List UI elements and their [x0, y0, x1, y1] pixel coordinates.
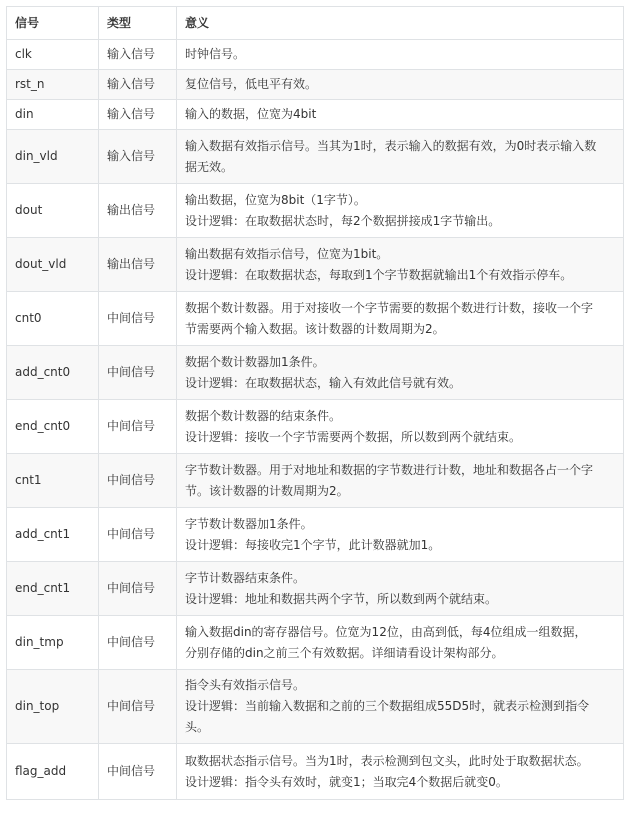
cell-signal: end_cnt0: [7, 400, 99, 454]
cell-type: 中间信号: [99, 670, 177, 744]
cell-type: 输入信号: [99, 70, 177, 100]
meaning-line: 输入的数据，位宽为4bit: [185, 107, 317, 121]
table-row: [7, 70, 624, 100]
meaning-line: 分别存储的din之前三个有效数据。详细请看设计架构部分。: [185, 645, 504, 660]
cell-signal: end_cnt1: [7, 562, 99, 616]
table-row: [7, 670, 624, 744]
meaning-line: 字节数计数器。用于对地址和数据的字节数进行计数，地址和数据各占一个字: [185, 462, 594, 477]
cell-signal: din: [7, 100, 99, 130]
meaning-line: 节需要两个输入数据。该计数器的计数周期为2。: [185, 321, 445, 336]
table-row: [7, 400, 624, 454]
cell-meaning: [177, 400, 624, 454]
meaning-line: 设计逻辑：在取数据状态，每取到1个字节数据就输出1个有效指示停车。: [185, 267, 573, 282]
cell-signal: cnt0: [7, 292, 99, 346]
table-row: [7, 100, 624, 130]
meaning-line: 设计逻辑：当前输入数据和之前的三个数据组成55D5时，就表示检测到指令: [185, 699, 590, 713]
cell-meaning: [177, 238, 624, 292]
cell-meaning: [177, 508, 624, 562]
cell-signal: cnt1: [7, 454, 99, 508]
cell-meaning: [177, 292, 624, 346]
cell-signal: din_top: [7, 670, 99, 744]
cell-meaning: [177, 130, 624, 184]
header-meaning: 意义: [177, 7, 624, 40]
cell-meaning: [177, 40, 624, 70]
table-row: [7, 346, 624, 400]
cell-signal: din_tmp: [7, 616, 99, 670]
cell-type: 中间信号: [99, 562, 177, 616]
cell-type: 中间信号: [99, 508, 177, 562]
meaning-line: 头。: [185, 720, 210, 734]
cell-signal: dout_vld: [7, 238, 99, 292]
meaning-line: 时钟信号。: [185, 47, 246, 61]
cell-type: 输入信号: [99, 40, 177, 70]
table-row: [7, 238, 624, 292]
cell-meaning: [177, 70, 624, 100]
cell-signal: add_cnt1: [7, 508, 99, 562]
meaning-line: 复位信号，低电平有效。: [185, 77, 318, 91]
cell-type: 输入信号: [99, 130, 177, 184]
meaning-line: 取数据状态指示信号。当为1时，表示检测到包文头，此时处于取数据状态。: [185, 753, 589, 768]
meaning-line: 设计逻辑：地址和数据共两个字节，所以数到两个就结束。: [185, 591, 498, 606]
cell-type: 中间信号: [99, 744, 177, 800]
table-body: [7, 40, 624, 800]
table-header-row: [7, 7, 624, 40]
table-row: [7, 616, 624, 670]
table-row: [7, 562, 624, 616]
meaning-line: 设计逻辑：在取数据状态时，每2个数据拼接成1字节输出。: [185, 213, 501, 228]
cell-type: 中间信号: [99, 400, 177, 454]
meaning-line: 节。该计数器的计数周期为2。: [185, 483, 349, 498]
table-row: [7, 744, 624, 800]
cell-meaning: [177, 670, 624, 744]
table-row: [7, 184, 624, 238]
meaning-line: 数据个数计数器的结束条件。: [185, 408, 342, 423]
table-row: [7, 454, 624, 508]
cell-signal: clk: [7, 40, 99, 70]
meaning-line: 输入数据有效指示信号。当其为1时，表示输入的数据有效，为0时表示输入数: [185, 138, 597, 153]
cell-meaning: [177, 616, 624, 670]
cell-type: 输出信号: [99, 238, 177, 292]
cell-meaning: [177, 346, 624, 400]
meaning-line: 字节数计数器加1条件。: [185, 516, 313, 531]
meaning-line: 设计逻辑：指令头有效时，就变1；当取完4个数据后就变0。: [185, 774, 508, 789]
header-signal: 信号: [7, 7, 99, 40]
meaning-line: 输入数据din的寄存器信号。位宽为12位，由高到低，每4位组成一组数据，: [185, 624, 587, 639]
cell-type: 中间信号: [99, 616, 177, 670]
cell-meaning: [177, 100, 624, 130]
meaning-line: 指令头有效指示信号。: [185, 678, 306, 692]
signal-table: [6, 6, 624, 800]
cell-meaning: [177, 744, 624, 800]
meaning-line: 设计逻辑：在取数据状态，输入有效此信号就有效。: [185, 375, 462, 390]
cell-meaning: [177, 562, 624, 616]
cell-signal: dout: [7, 184, 99, 238]
meaning-line: 输出数据，位宽为8bit（1字节）。: [185, 192, 366, 207]
meaning-line: 数据个数计数器。用于对接收一个字节需要的数据个数进行计数，接收一个字: [185, 300, 594, 315]
meaning-line: 字节计数器结束条件。: [185, 570, 306, 585]
cell-type: 中间信号: [99, 292, 177, 346]
cell-meaning: [177, 454, 624, 508]
cell-type: 输入信号: [99, 100, 177, 130]
cell-type: 输出信号: [99, 184, 177, 238]
table-row: [7, 292, 624, 346]
meaning-line: 数据个数计数器加1条件。: [185, 354, 325, 369]
cell-meaning: [177, 184, 624, 238]
table-row: [7, 508, 624, 562]
cell-type: 中间信号: [99, 346, 177, 400]
cell-signal: add_cnt0: [7, 346, 99, 400]
table-row: [7, 130, 624, 184]
header-type: 类型: [99, 7, 177, 40]
cell-signal: din_vld: [7, 130, 99, 184]
meaning-line: 据无效。: [185, 159, 234, 174]
cell-signal: flag_add: [7, 744, 99, 800]
meaning-line: 设计逻辑：接收一个字节需要两个数据，所以数到两个就结束。: [185, 429, 522, 444]
meaning-line: 输出数据有效指示信号，位宽为1bit。: [185, 246, 389, 261]
table-row: [7, 40, 624, 70]
meaning-line: 设计逻辑：每接收完1个字节，此计数器就加1。: [185, 537, 441, 552]
cell-type: 中间信号: [99, 454, 177, 508]
cell-signal: rst_n: [7, 70, 99, 100]
